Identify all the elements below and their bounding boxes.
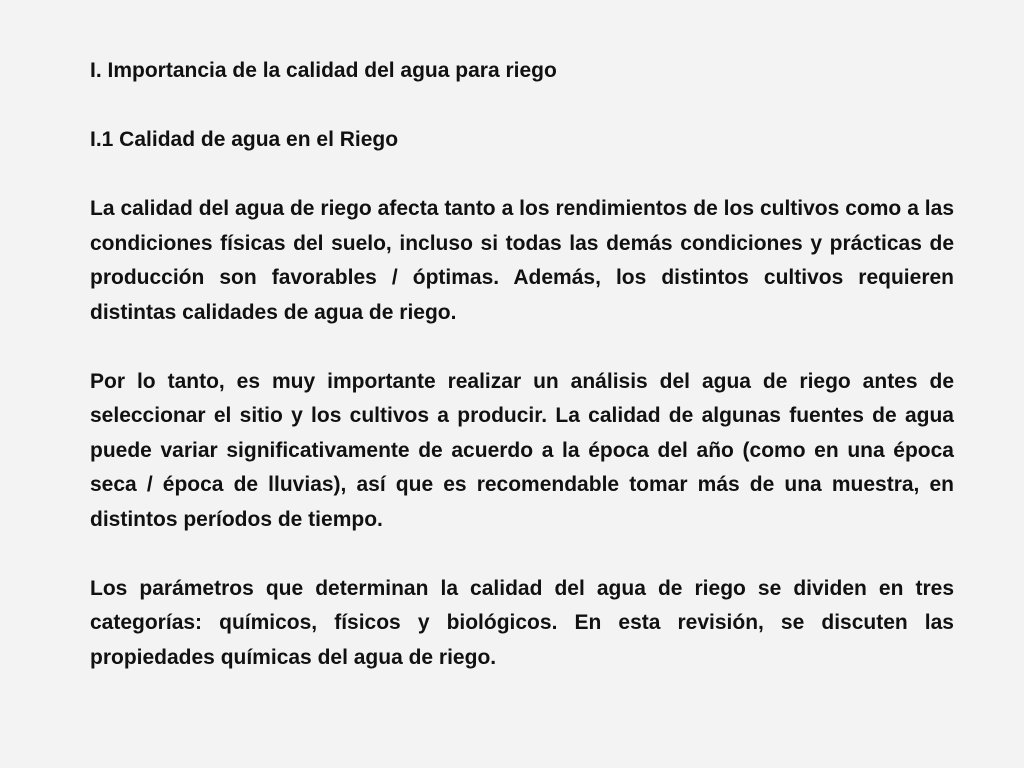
paragraph-1: La calidad del agua de riego afecta tanto a los rendimientos de los cultivos como a las condiciones físicas del suelo, incluso si todas las demás condiciones y prácticas de producción son favorables / óptimas. Además, los distintos cultivos requieren distintas calidades de agua de riego. bbox=[90, 197, 954, 324]
section-heading: I.1 Calidad de agua en el Riego bbox=[90, 128, 399, 151]
document-body bbox=[90, 54, 954, 675]
paragraph-3: Los parámetros que determinan la calidad del agua de riego se dividen en tres categorías: químicos, físicos y biológicos. En esta revisión, se discuten las propiedades químicas del agua de riego. bbox=[90, 576, 954, 669]
spacer bbox=[90, 89, 954, 124]
document-title: I. Importancia de la calidad del agua para riego bbox=[90, 59, 557, 82]
paragraph-2: Por lo tanto, es muy importante realizar un análisis del agua de riego antes de seleccionar el sitio y los cultivos a producir. La calidad de algunas fuentes de agua puede variar significativamente de acuerdo a la época del año (como en una época seca / época de lluvias), así que es recomendable tomar más de una muestra, en distintos períodos de tiempo. bbox=[90, 369, 954, 531]
spacer bbox=[90, 537, 954, 572]
spacer bbox=[90, 330, 954, 365]
spacer bbox=[90, 158, 954, 193]
